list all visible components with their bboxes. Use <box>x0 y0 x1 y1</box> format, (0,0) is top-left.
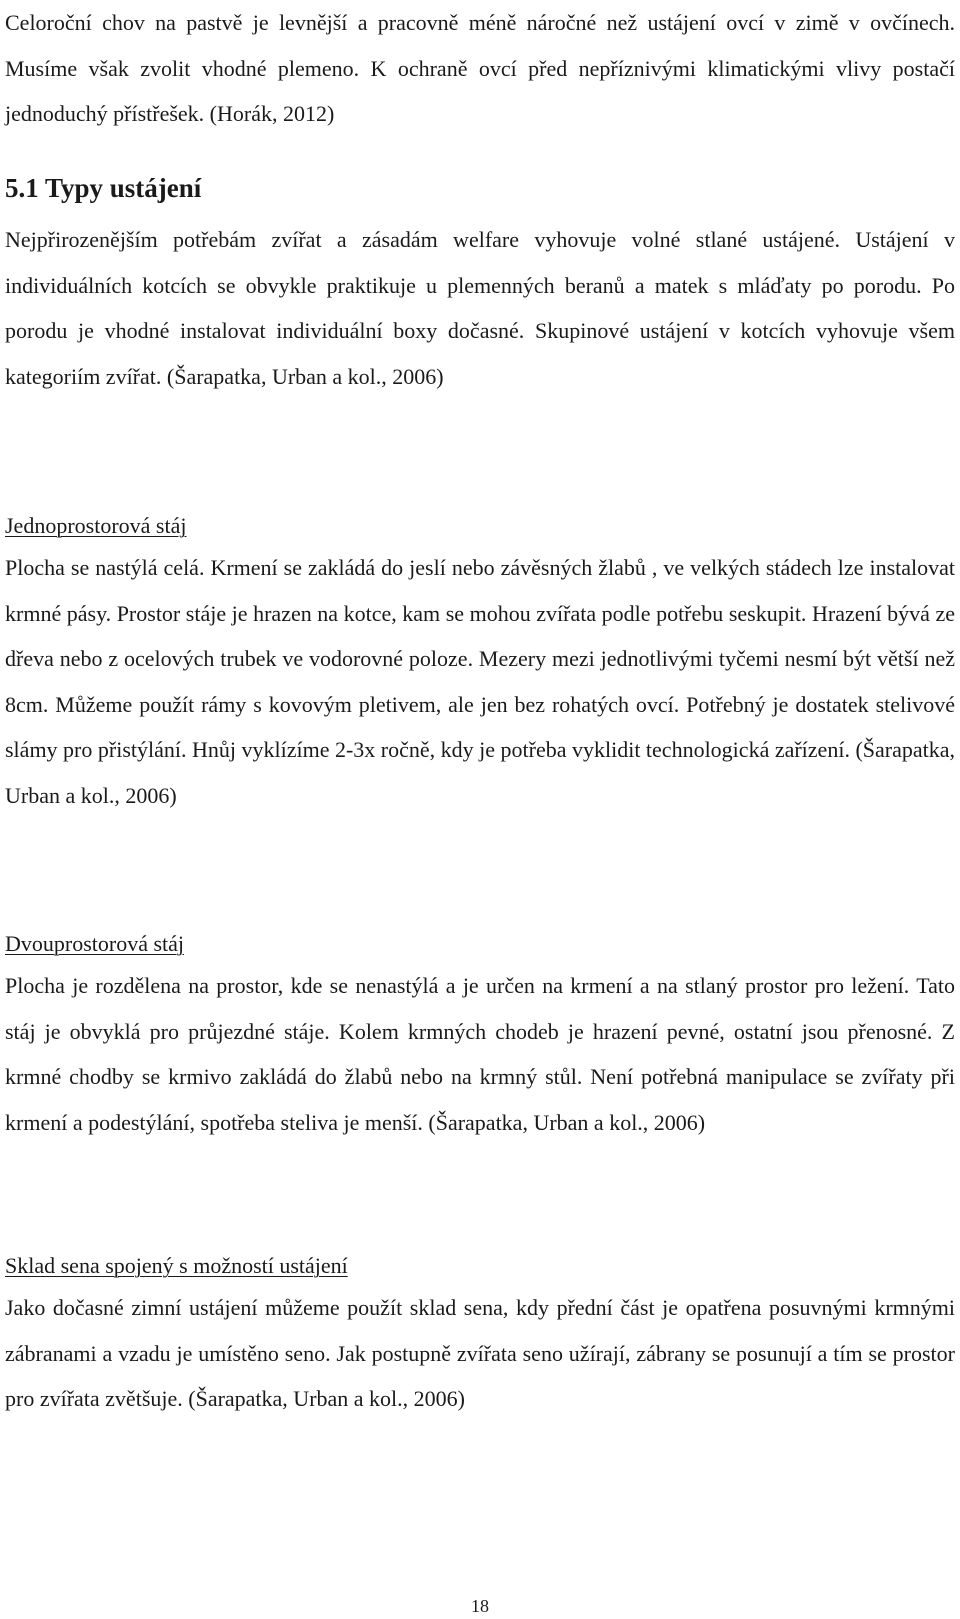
section-intro-paragraph: Nejpřirozenějším potřebám zvířat a zásadám welfare vyhovuje volné stlané ustájené. Ustájení v individuálních kotcích se obvykle praktikuje u plemenných beranů a matek s mláďaty po porodu. Po porodu je vhodné instalovat individuální boxy dočasné. Skupinové ustájení v kotcích vyhovuje všem kategoriím zvířat. (Šarapatka, Urban a kol., 2006) <box>5 227 955 389</box>
subsection-text-sklad-sena: Jako dočasné zimní ustájení můžeme použít sklad sena, kdy přední část je opatřena posuvnými krmnými zábranami a vzadu je umístěno seno. Jak postupně zvířata seno užírají, zábrany se posunují a tím se prostor pro zvířata zvětšuje. (Šarapatka, Urban a kol., 2006) <box>5 1295 955 1411</box>
subsection-heading-dvouprostorova: Dvouprostorová stáj <box>5 931 185 956</box>
subsection-text-dvouprostorova: Plocha je rozdělena na prostor, kde se nenastýlá a je určen na krmení a na stlaný prostor pro ležení. Tato stáj je obvyklá pro průjezdné stáje. Kolem krmných chodeb je hrazení pevné, ostatní jsou přenosné. Z krmné chodby se krmivo zakládá do žlabů nebo na krmný stůl. Není potřebná manipulace se zvířaty při krmení a podestýlání, spotřeba steliva je menší. (Šarapatka, Urban a kol., 2006) <box>5 973 955 1135</box>
subsection-heading-sklad-sena: Sklad sena spojený s možností ustájení <box>5 1253 348 1278</box>
subsection-text-jednoprostorova: Plocha se nastýlá celá. Krmení se zakládá do jeslí nebo závěsných žlabů , ve velkých stádech lze instalovat krmné pásy. Prostor stáje je hrazen na kotce, kam se mohou zvířata podle potřebu seskupit. Hrazení bývá ze dřeva nebo z ocelových trubek ve vodorovné poloze. Mezery mezi jednotlivými tyčemi nesmí být větší než 8cm. Můžeme použít rámy s kovovým pletivem, ale jen bez rohatých ovcí. Potřebný je dostatek stelivové slámy pro přistýlání. Hnůj vyklízíme 2-3x ročně, kdy je potřeba vyklidit technologická zařízení. (Šarapatka, Urban a kol., 2006) <box>5 555 955 808</box>
page-number: 18 <box>471 1596 489 1616</box>
section-heading: 5.1 Typy ustájení <box>5 173 202 203</box>
intro-paragraph: Celoroční chov na pastvě je levnější a pracovně méně náročné než ustájení ovcí v zimě v ovčínech. Musíme však zvolit vhodné plemeno. K ochraně ovcí před nepříznivými klimatickými vlivy postačí jednoduchý přístřešek. (Horák, 2012) <box>5 10 955 126</box>
subsection-heading-jednoprostorova: Jednoprostorová stáj <box>5 513 187 538</box>
